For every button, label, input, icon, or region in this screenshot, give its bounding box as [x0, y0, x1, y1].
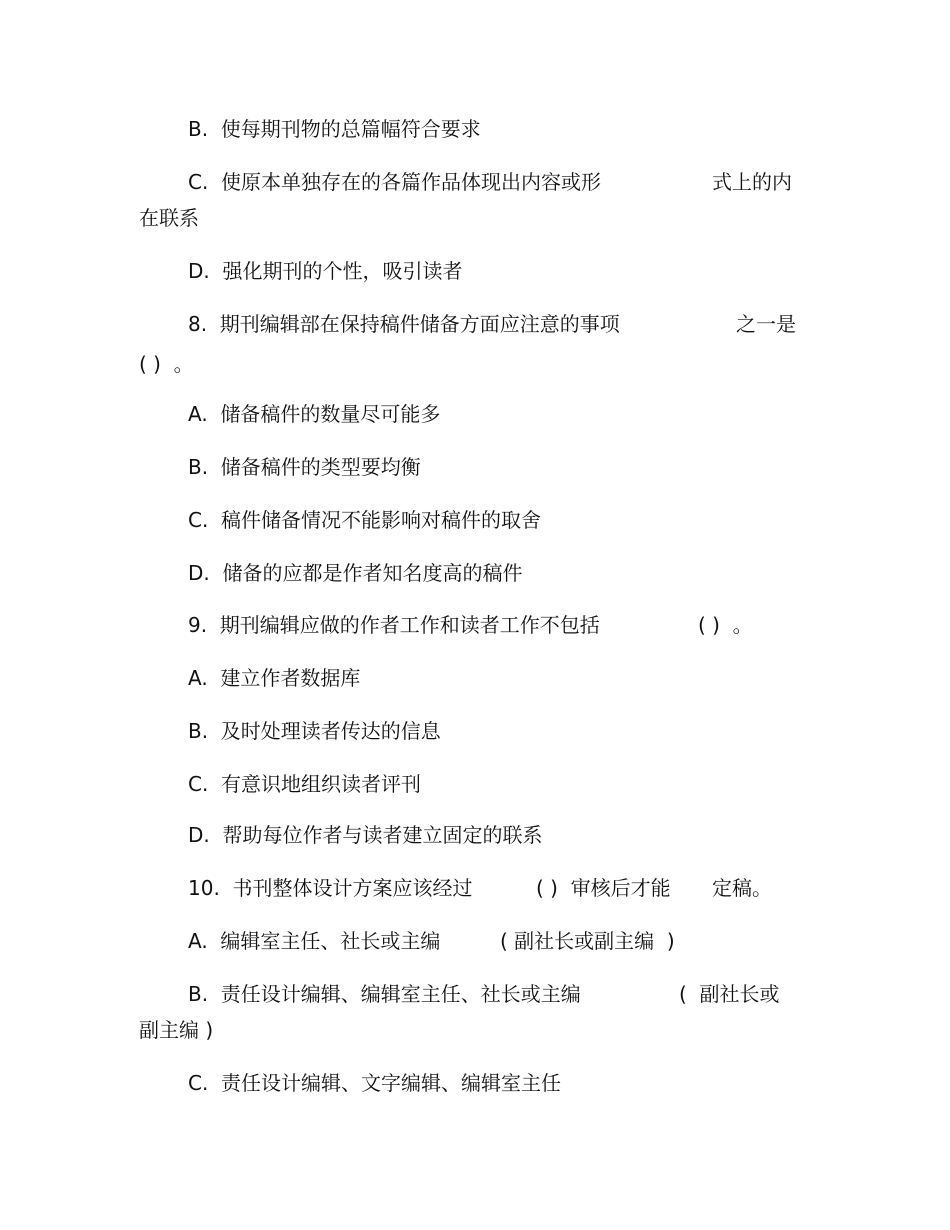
q10-option-a-part2: ( 副社长或副主编 ): [500, 929, 675, 953]
q10-stem-part3: 定稿。: [712, 876, 772, 900]
q10-option-b-part1: B. 责任设计编辑、编辑室主任、社长或主编: [188, 982, 581, 1006]
q7-option-c-continuation: 在联系: [139, 206, 199, 230]
q10-option-b-continuation: 副主编 ): [139, 1018, 214, 1042]
q7-option-c-part2: 式上的内: [712, 170, 792, 194]
q8-option-d: D. 储备的应都是作者知名度高的稿件: [188, 561, 523, 585]
q8-option-a: A. 储备稿件的数量尽可能多: [188, 402, 441, 426]
q8-option-b: B. 储备稿件的类型要均衡: [188, 455, 421, 479]
q10-option-c: C. 责任设计编辑、文字编辑、编辑室主任: [188, 1071, 562, 1095]
q8-stem-continuation: ( ) 。: [139, 352, 194, 376]
q9-option-c: C. 有意识地组织读者评刊: [188, 772, 422, 796]
q9-option-b: B. 及时处理读者传达的信息: [188, 719, 441, 743]
q10-option-b-part2: ( 副社长或: [679, 982, 780, 1006]
q8-stem-part1: 8. 期刊编辑部在保持稿件储备方面应注意的事项: [188, 312, 620, 336]
q9-option-a: A. 建立作者数据库: [188, 666, 361, 690]
q9-stem-part2: ( ) 。: [698, 613, 753, 637]
q9-option-d: D. 帮助每位作者与读者建立固定的联系: [188, 823, 543, 847]
q7-option-c-part1: C. 使原本单独存在的各篇作品体现出内容或形: [188, 170, 602, 194]
q7-option-b: B. 使每期刊物的总篇幅符合要求: [188, 117, 481, 141]
q8-stem-part2: 之一是: [736, 312, 796, 336]
q7-option-d: D. 强化期刊的个性，吸引读者: [188, 259, 463, 283]
q10-option-a-part1: A. 编辑室主任、社长或主编: [188, 929, 441, 953]
q9-stem-part1: 9. 期刊编辑应做的作者工作和读者工作不包括: [188, 613, 600, 637]
q10-stem-part2: ( ) 审核后才能: [536, 876, 671, 900]
q10-stem-part1: 10. 书刊整体设计方案应该经过: [188, 876, 473, 900]
q8-option-c: C. 稿件储备情况不能影响对稿件的取舍: [188, 508, 542, 532]
